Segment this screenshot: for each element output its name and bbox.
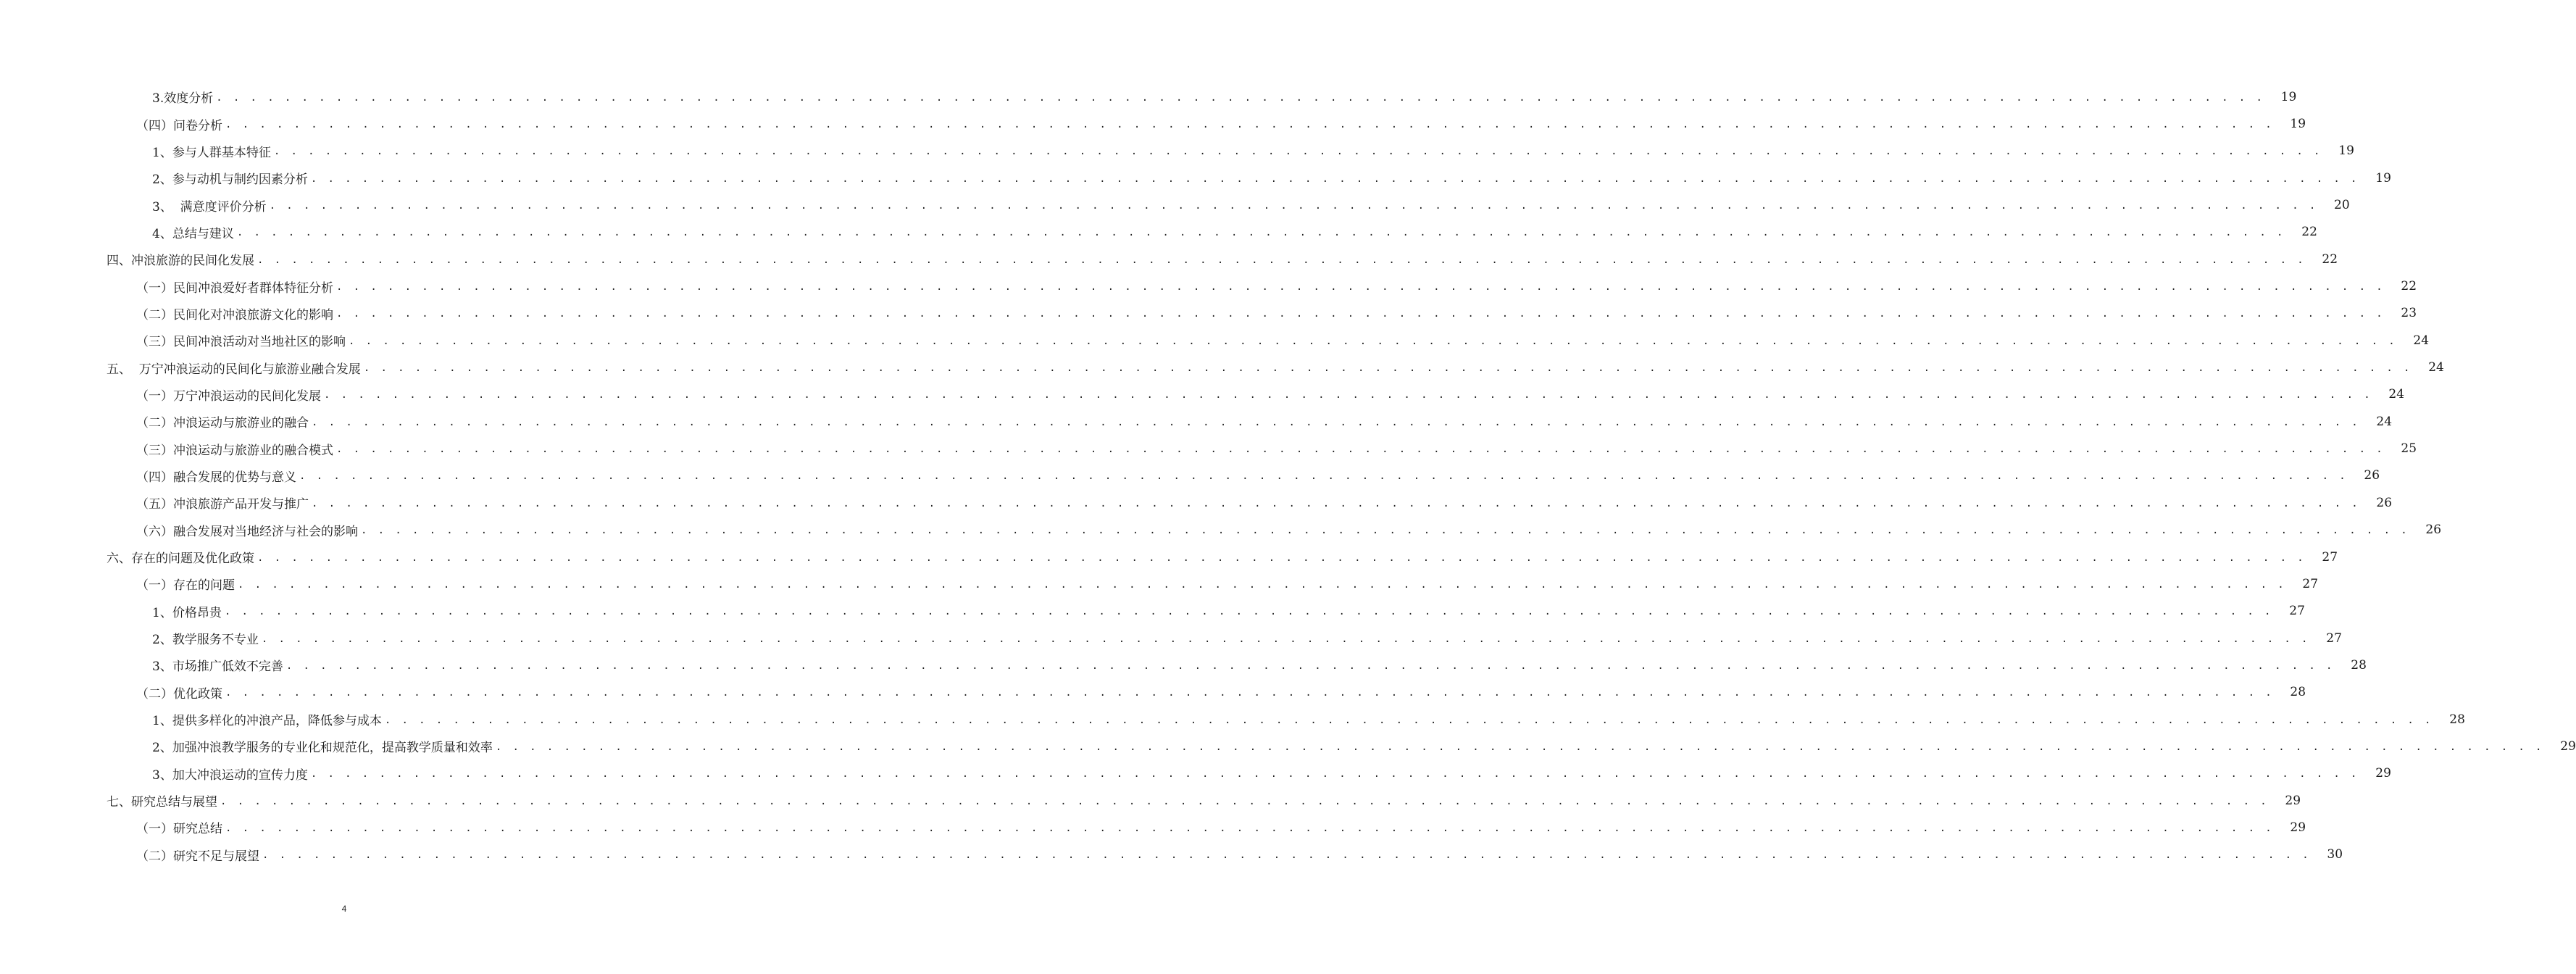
toc-entry-page: 28 bbox=[2351, 657, 2367, 673]
toc-entry-page: 24 bbox=[2428, 360, 2444, 375]
toc-entry-title: 1、提供多样化的冲浪产品，降低参与成本 bbox=[152, 710, 385, 728]
toc-dot-leader: . . . . . . . . . . . . . . . . . . . . . . . . . . . . . . . . . . . . . . . . . . . . . . . . . . . . . . . . . . . . . . . . . . . . . . . . . . . . . . . . . . . . . . . . . . . . . . . . . . . . . . . . . . . . . . . . . . . . . . . . bbox=[262, 849, 2312, 862]
toc-dot-leader: . . . . . . . . . . . . . . . . . . . . . . . . . . . . . . . . . . . . . . . . . . . . . . . . . . . . . . . . . . . . . . . . . . . . . . . . . . . . . . . . . . . . . . . . . . . . . . . . . . . . . . . . . . . . . . . . . . . . . . . . bbox=[257, 254, 2306, 266]
toc-entry-page: 26 bbox=[2376, 495, 2393, 510]
toc-entry-page: 27 bbox=[2322, 549, 2338, 565]
toc-dot-leader: . . . . . . . . . . . . . . . . . . . . . . . . . . . . . . . . . . . . . . . . . . . . . . . . . . . . . . . . . . . . . . . . . . . . . . . . . . . . . . . . . . . . . . . . . . . . . . . . . . . . . . . . . . . . . . . . . . . . . . . . bbox=[361, 525, 2410, 537]
toc-entry-title: （二）民间化对冲浪旅游文化的影响 bbox=[136, 304, 336, 322]
toc-entry[interactable] bbox=[0, 138, 2354, 165]
toc-dot-leader: . . . . . . . . . . . . . . . . . . . . . . . . . . . . . . . . . . . . . . . . . . . . . . . . . . . . . . . . . . . . . . . . . . . . . . . . . . . . . . . . . . . . . . . . . . . . . . . . . . . . . . . . . . . . . . . . . . . . . . . . bbox=[310, 172, 2359, 185]
toc-entry-title: 1、价格昂贵 bbox=[152, 602, 225, 620]
toc-entry[interactable] bbox=[0, 598, 2305, 625]
toc-entry[interactable] bbox=[0, 841, 2343, 868]
toc-entry-page: 29 bbox=[2285, 793, 2301, 808]
toc-entry-title: 七、研究总结与展望 bbox=[107, 791, 220, 809]
toc-entry-page: 19 bbox=[2280, 89, 2297, 104]
toc-entry[interactable] bbox=[0, 165, 2391, 191]
toc-entry-page: 28 bbox=[2449, 712, 2465, 727]
toc-entry[interactable] bbox=[0, 489, 2393, 516]
toc-dot-leader: . . . . . . . . . . . . . . . . . . . . . . . . . . . . . . . . . . . . . . . . . . . . . . . . . . . . . . . . . . . . . . . . . . . . . . . . . . . . . . . . . . . . . . . . . . . . . . . . . . . . . . . . . . . . . . . . . . . . . . . . bbox=[349, 335, 2398, 347]
toc-dot-leader: . . . . . . . . . . . . . . . . . . . . . . . . . . . . . . . . . . . . . . . . . . . . . . . . . . . . . . . . . . . . . . . . . . . . . . . . . . . . . . . . . . . . . . . . . . . . . . . . . . . . . . . . . . . . . . . . . . . . . . . . bbox=[225, 119, 2275, 131]
toc-entry-title: （四）问卷分析 bbox=[136, 115, 225, 133]
toc-entry-page: 19 bbox=[2338, 143, 2354, 159]
toc-entry-title: 3、加大冲浪运动的宣传力度 bbox=[152, 765, 311, 783]
toc-entry[interactable] bbox=[0, 435, 2417, 462]
toc-dot-leader: . . . . . . . . . . . . . . . . . . . . . . . . . . . . . . . . . . . . . . . . . . . . . . . . . . . . . . . . . . . . . . . . . . . . . . . . . . . . . . . . . . . . . . . . . . . . . . . . . . . . . . . . . . . . . . . . . . . . . . . . bbox=[299, 470, 2348, 483]
toc-dot-leader: . . . . . . . . . . . . . . . . . . . . . . . . . . . . . . . . . . . . . . . . . . . . . . . . . . . . . . . . . . . . . . . . . . . . . . . . . . . . . . . . . . . . . . . . . . . . . . . . . . . . . . . . . . . . . . . . . . . . . . . . bbox=[238, 578, 2287, 591]
toc-entry-title: （四）融合发展的优势与意义 bbox=[136, 467, 299, 485]
toc-entry-page: 23 bbox=[2401, 306, 2417, 321]
toc-dot-leader: . . . . . . . . . . . . . . . . . . . . . . . . . . . . . . . . . . . . . . . . . . . . . . . . . . . . . . . . . . . . . . . . . . . . . . . . . . . . . . . . . . . . . . . . . . . . . . . . . . . . . . . . . . . . . . . . . . . . . . . . bbox=[285, 659, 2335, 672]
toc-entry-title: （一）民间冲浪爱好者群体特征分析 bbox=[136, 278, 336, 296]
toc-entry[interactable] bbox=[0, 83, 2297, 110]
toc-entry-page: 22 bbox=[2301, 225, 2317, 240]
toc-entry-title: 2、加强冲浪教学服务的专业化和规范化，提高教学质量和效率 bbox=[152, 737, 496, 755]
toc-entry[interactable] bbox=[0, 327, 2430, 354]
toc-entry-page: 27 bbox=[2302, 576, 2319, 591]
toc-entry-page: 24 bbox=[2376, 414, 2393, 429]
toc-entry[interactable] bbox=[0, 219, 2317, 246]
toc-entry[interactable] bbox=[0, 110, 2306, 137]
toc-entry[interactable] bbox=[0, 652, 2367, 678]
toc-entry-page: 22 bbox=[2322, 251, 2338, 267]
toc-entry-page: 24 bbox=[2413, 333, 2430, 348]
toc-dot-leader: . . . . . . . . . . . . . . . . . . . . . . . . . . . . . . . . . . . . . . . . . . . . . . . . . . . . . . . . . . . . . . . . . . . . . . . . . . . . . . . . . . . . . . . . . . . . . . . . . . . . . . . . . . . . . . . . . . . . . . . . bbox=[261, 633, 2310, 645]
toc-entry[interactable] bbox=[0, 354, 2444, 380]
toc-entry[interactable] bbox=[0, 191, 2350, 218]
toc-entry-page: 26 bbox=[2364, 468, 2380, 483]
toc-entry[interactable] bbox=[0, 733, 2576, 759]
toc-dot-leader: . . . . . . . . . . . . . . . . . . . . . . . . . . . . . . . . . . . . . . . . . . . . . . . . . . . . . . . . . . . . . . . . . . . . . . . . . . . . . . . . . . . . . . . . . . . . . . . . . . . . . . . . . . . . . . . . . . . . . . . . bbox=[495, 741, 2544, 753]
toc-entry[interactable] bbox=[0, 570, 2319, 597]
toc-dot-leader: . . . . . . . . . . . . . . . . . . . . . . . . . . . . . . . . . . . . . . . . . . . . . . . . . . . . . . . . . . . . . . . . . . . . . . . . . . . . . . . . . . . . . . . . . . . . . . . . . . . . . . . . . . . . . . . . . . . . . . . . bbox=[336, 444, 2385, 456]
toc-entry-title: （二）冲浪运动与旅游业的融合 bbox=[136, 412, 312, 430]
toc-dot-leader: . . . . . . . . . . . . . . . . . . . . . . . . . . . . . . . . . . . . . . . . . . . . . . . . . . . . . . . . . . . . . . . . . . . . . . . . . . . . . . . . . . . . . . . . . . . . . . . . . . . . . . . . . . . . . . . . . . . . . . . . bbox=[216, 91, 2265, 104]
toc-entry[interactable] bbox=[0, 706, 2465, 733]
toc-entry[interactable] bbox=[0, 272, 2417, 299]
toc-dot-leader: . . . . . . . . . . . . . . . . . . . . . . . . . . . . . . . . . . . . . . . . . . . . . . . . . . . . . . . . . . . . . . . . . . . . . . . . . . . . . . . . . . . . . . . . . . . . . . . . . . . . . . . . . . . . . . . . . . . . . . . . bbox=[384, 714, 2433, 726]
toc-entry[interactable] bbox=[0, 625, 2342, 652]
toc-entry-page: 19 bbox=[2375, 170, 2391, 186]
toc-entry-title: 3、市场推广低效不完善 bbox=[152, 656, 286, 674]
toc-entry-page: 22 bbox=[2401, 279, 2417, 294]
toc-entry-title: 六、存在的问题及优化政策 bbox=[107, 548, 257, 566]
toc-entry-title: （六）融合发展对当地经济与社会的影响 bbox=[136, 521, 361, 539]
toc-entry-page: 25 bbox=[2401, 441, 2417, 457]
toc-entry-title: 3.效度分析 bbox=[152, 88, 216, 106]
toc-entry-title: 1、参与人群基本特征 bbox=[152, 142, 274, 160]
toc-dot-leader: . . . . . . . . . . . . . . . . . . . . . . . . . . . . . . . . . . . . . . . . . . . . . . . . . . . . . . . . . . . . . . . . . . . . . . . . . . . . . . . . . . . . . . . . . . . . . . . . . . . . . . . . . . . . . . . . . . . . . . . . bbox=[336, 281, 2385, 294]
toc-dot-leader: . . . . . . . . . . . . . . . . . . . . . . . . . . . . . . . . . . . . . . . . . . . . . . . . . . . . . . . . . . . . . . . . . . . . . . . . . . . . . . . . . . . . . . . . . . . . . . . . . . . . . . . . . . . . . . . . . . . . . . . . bbox=[236, 227, 2285, 239]
toc-entry-page: 28 bbox=[2290, 685, 2306, 700]
toc-dot-leader: . . . . . . . . . . . . . . . . . . . . . . . . . . . . . . . . . . . . . . . . . . . . . . . . . . . . . . . . . . . . . . . . . . . . . . . . . . . . . . . . . . . . . . . . . . . . . . . . . . . . . . . . . . . . . . . . . . . . . . . . bbox=[225, 687, 2275, 699]
toc-entry-title: 3、 满意度评价分析 bbox=[152, 196, 270, 215]
toc-entry[interactable] bbox=[0, 246, 2338, 272]
toc-entry-title: （一）万宁冲浪运动的民间化发展 bbox=[136, 386, 324, 404]
toc-entry[interactable] bbox=[0, 679, 2306, 706]
toc-dot-leader: . . . . . . . . . . . . . . . . . . . . . . . . . . . . . . . . . . . . . . . . . . . . . . . . . . . . . . . . . . . . . . . . . . . . . . . . . . . . . . . . . . . . . . . . . . . . . . . . . . . . . . . . . . . . . . . . . . . . . . . . bbox=[310, 768, 2359, 781]
toc-entry-page: 20 bbox=[2334, 198, 2350, 213]
toc-dot-leader: . . . . . . . . . . . . . . . . . . . . . . . . . . . . . . . . . . . . . . . . . . . . . . . . . . . . . . . . . . . . . . . . . . . . . . . . . . . . . . . . . . . . . . . . . . . . . . . . . . . . . . . . . . . . . . . . . . . . . . . . bbox=[224, 606, 2273, 618]
toc-dot-leader: . . . . . . . . . . . . . . . . . . . . . . . . . . . . . . . . . . . . . . . . . . . . . . . . . . . . . . . . . . . . . . . . . . . . . . . . . . . . . . . . . . . . . . . . . . . . . . . . . . . . . . . . . . . . . . . . . . . . . . . . bbox=[273, 146, 2322, 158]
toc-entry-title: 4、总结与建议 bbox=[152, 223, 237, 241]
toc-entry[interactable] bbox=[0, 760, 2391, 787]
toc-entry[interactable] bbox=[0, 300, 2417, 327]
toc-entry-page: 26 bbox=[2425, 523, 2442, 538]
toc-entry[interactable] bbox=[0, 462, 2380, 489]
toc-entry[interactable] bbox=[0, 544, 2338, 570]
toc-entry-page: 29 bbox=[2290, 820, 2306, 835]
toc-entry-title: （二）研究不足与展望 bbox=[136, 846, 262, 864]
toc-dot-leader: . . . . . . . . . . . . . . . . . . . . . . . . . . . . . . . . . . . . . . . . . . . . . . . . . . . . . . . . . . . . . . . . . . . . . . . . . . . . . . . . . . . . . . . . . . . . . . . . . . . . . . . . . . . . . . . . . . . . . . . . bbox=[220, 795, 2269, 807]
toc-entry-page: 27 bbox=[2326, 630, 2342, 646]
toc-dot-leader: . . . . . . . . . . . . . . . . . . . . . . . . . . . . . . . . . . . . . . . . . . . . . . . . . . . . . . . . . . . . . . . . . . . . . . . . . . . . . . . . . . . . . . . . . . . . . . . . . . . . . . . . . . . . . . . . . . . . . . . . bbox=[363, 362, 2412, 375]
toc-entry-page: 19 bbox=[2290, 117, 2306, 132]
toc-entry-title: 四、冲浪旅游的民间化发展 bbox=[107, 250, 257, 268]
toc-entry-page: 29 bbox=[2375, 766, 2391, 781]
toc-entry[interactable] bbox=[0, 517, 2442, 544]
toc-dot-leader: . . . . . . . . . . . . . . . . . . . . . . . . . . . . . . . . . . . . . . . . . . . . . . . . . . . . . . . . . . . . . . . . . . . . . . . . . . . . . . . . . . . . . . . . . . . . . . . . . . . . . . . . . . . . . . . . . . . . . . . . bbox=[269, 200, 2318, 212]
toc-dot-leader: . . . . . . . . . . . . . . . . . . . . . . . . . . . . . . . . . . . . . . . . . . . . . . . . . . . . . . . . . . . . . . . . . . . . . . . . . . . . . . . . . . . . . . . . . . . . . . . . . . . . . . . . . . . . . . . . . . . . . . . . bbox=[225, 822, 2275, 834]
toc-entry-title: （二）优化政策 bbox=[136, 683, 225, 702]
page-number: 4 bbox=[341, 904, 347, 914]
toc-entry-title: （三）冲浪运动与旅游业的融合模式 bbox=[136, 440, 336, 458]
toc-dot-leader: . . . . . . . . . . . . . . . . . . . . . . . . . . . . . . . . . . . . . . . . . . . . . . . . . . . . . . . . . . . . . . . . . . . . . . . . . . . . . . . . . . . . . . . . . . . . . . . . . . . . . . . . . . . . . . . . . . . . . . . . bbox=[324, 389, 2373, 401]
toc-entry[interactable] bbox=[0, 787, 2301, 814]
toc-entry-title: （一）研究总结 bbox=[136, 818, 225, 836]
toc-entry-title: 2、教学服务不专业 bbox=[152, 629, 262, 647]
toc-entry[interactable] bbox=[0, 381, 2405, 408]
toc-entry-page: 30 bbox=[2327, 847, 2343, 862]
toc-entry-title: 五、 万宁冲浪运动的民间化与旅游业融合发展 bbox=[107, 359, 364, 377]
toc-dot-leader: . . . . . . . . . . . . . . . . . . . . . . . . . . . . . . . . . . . . . . . . . . . . . . . . . . . . . . . . . . . . . . . . . . . . . . . . . . . . . . . . . . . . . . . . . . . . . . . . . . . . . . . . . . . . . . . . . . . . . . . . bbox=[336, 308, 2385, 320]
toc-entry-page: 24 bbox=[2388, 387, 2405, 402]
toc-entry[interactable] bbox=[0, 408, 2393, 435]
toc-entry-title: 2、参与动机与制约因素分析 bbox=[152, 169, 311, 187]
toc-entry-page: 29 bbox=[2560, 738, 2576, 754]
toc-dot-leader: . . . . . . . . . . . . . . . . . . . . . . . . . . . . . . . . . . . . . . . . . . . . . . . . . . . . . . . . . . . . . . . . . . . . . . . . . . . . . . . . . . . . . . . . . . . . . . . . . . . . . . . . . . . . . . . . . . . . . . . . bbox=[312, 497, 2361, 509]
toc-dot-leader: . . . . . . . . . . . . . . . . . . . . . . . . . . . . . . . . . . . . . . . . . . . . . . . . . . . . . . . . . . . . . . . . . . . . . . . . . . . . . . . . . . . . . . . . . . . . . . . . . . . . . . . . . . . . . . . . . . . . . . . . bbox=[312, 416, 2361, 428]
toc-entry[interactable] bbox=[0, 814, 2306, 841]
table-of-contents bbox=[0, 83, 2576, 868]
toc-entry-title: （三）民间冲浪活动对当地社区的影响 bbox=[136, 331, 349, 349]
toc-entry-page: 27 bbox=[2289, 604, 2305, 619]
toc-entry-title: （五）冲浪旅游产品开发与推广 bbox=[136, 494, 312, 512]
toc-entry-title: （一）存在的问题 bbox=[136, 575, 238, 593]
toc-dot-leader: . . . . . . . . . . . . . . . . . . . . . . . . . . . . . . . . . . . . . . . . . . . . . . . . . . . . . . . . . . . . . . . . . . . . . . . . . . . . . . . . . . . . . . . . . . . . . . . . . . . . . . . . . . . . . . . . . . . . . . . . bbox=[257, 551, 2306, 564]
